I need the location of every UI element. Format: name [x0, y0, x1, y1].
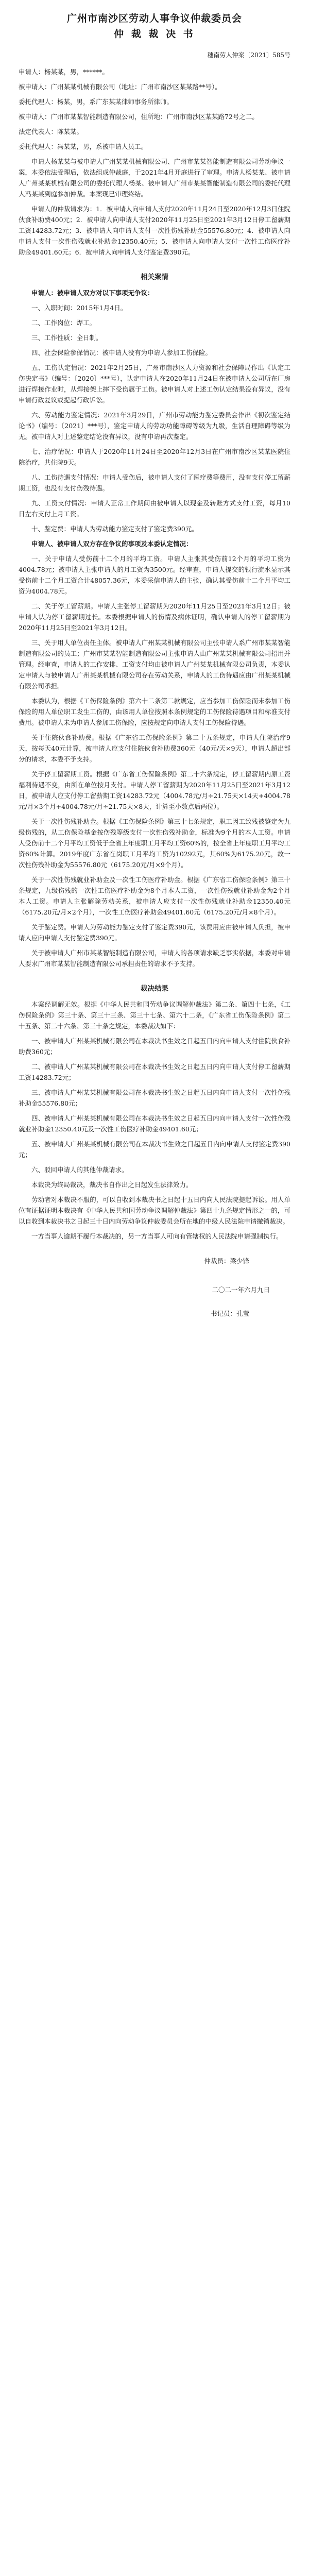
facts-paragraph: 四、社会保险参保情况：被申请人没有为申请人参加工伤保险。 — [31, 349, 212, 357]
facts-paragraph: 关于一次性伤残补助金。根据《工伤保险条例》第三十七条规定，职工因工致残被鉴定为九级伤残的，从工伤保险基金按伤残等级支付一次性伤残补助金，标准为9个月的本人工资。申请人受伤前十二个月平均工资低于全省上年度职工月平均工资60%的，按全省上年度职工月平均工资60%计算。2019年度广东省在岗职工月平均工资为10292元，其60%为6175.20元，故一次性伤残补助金为55576.80元（6175.20元/月×9个月）。 — [19, 818, 290, 869]
intro-section — [19, 156, 290, 258]
facts-subheading: 申请人：被申请人双方对以下事项无争议： — [31, 289, 154, 297]
ruling-item: 三、被申请人广州某某机械有限公司在本裁决书生效之日起五日内向申请人支付一次性伤残补助金55576.80元； — [19, 1089, 290, 1107]
party-line: 委托代理人：冯某某，男，系被申请人员工。 — [19, 143, 148, 150]
facts-paragraph: 关于被申请人广州市某某智能制造有限公司，申请人的各项请求缺乏事实依据，本委对申请人要求广州市某某智能制造有限公司承担责任的请求不予支持。 — [19, 949, 290, 968]
ruling-item: 二、被申请人广州某某机械有限公司在本裁决书生效之日起五日内向申请人支付停工留薪期工资14283.72元； — [19, 1063, 290, 1081]
ruling-title: 裁决结果 — [141, 985, 168, 993]
facts-paragraph: 三、工作性质：全日制。 — [31, 334, 102, 342]
ruling-date: 二〇二一年六月九日 — [212, 1286, 270, 1294]
intro-paragraph: 申请人杨某某与被申请人广州某某机械有限公司、广州市某某智能制造有限公司劳动争议一案，本委依法受理后，依法组成仲裁庭，于2021年4月开庭进行了审理。申请人杨某某、被申请人广州某某机械有限公司的委托代理人杨某、被申请人广州市某某智能制造有限公司的委托代理人冯某某到庭参加仲裁。本案现已审理终结。 — [19, 158, 290, 198]
facts-paragraph: 二、工作岗位：焊工。 — [31, 319, 96, 327]
ruling-item: 四、被申请人广州某某机械有限公司在本裁决书生效之日起五日内向申请人支付一次性伤残就业补助金12350.40元及一次性工伤医疗补助金49401.60元； — [19, 1114, 290, 1133]
facts-paragraph: 关于住院伙食补助费。根据《广东省工伤保险条例》第二十五条规定，申请人住院治疗9天，按每天40元计算，被申请人应支付住院伙食补助费360元（40元/天×9天），申请人超出部分的请求，本委不予支持。 — [19, 734, 290, 763]
facts-paragraph: 一、入职时间：2015年1月4日。 — [31, 304, 127, 312]
ruling-items — [19, 1036, 290, 1175]
facts-paragraph: 九、工资支付情况：申请人正常工作期间由被申请人以现金及转账方式支付工资，每月10日左右支付上月工资。 — [19, 499, 290, 518]
document-title: 仲 裁 裁 决 书 — [114, 28, 195, 40]
closing-paragraph: 本裁决为终局裁决，裁决书自作出之日起发生法律效力。 — [31, 1181, 193, 1189]
party-line: 被申请人：广州某某机械有限公司（地址：广州市南沙区某某路**号）。 — [19, 83, 221, 91]
issuer-title: 广州市南沙区劳动人事争议仲裁委员会 — [66, 13, 242, 24]
arbitrator-signature: 仲裁员：梁少锋 — [204, 1257, 249, 1265]
case-number: 穗南劳人仲案〔2021〕585号 — [207, 52, 290, 59]
party-line: 委托代理人：杨某，男，系广东某某律师事务所律师。 — [19, 98, 174, 106]
facts-paragraph: 二、关于停工留薪期。申请人主张停工留薪期为2020年11月25日至2021年3月12日；被申请人认为停工留薪期过长。本委根据申请人的伤情及病休证明，确认申请人的停工留薪期为2020年11月25日至2021年3月12日。 — [19, 602, 290, 632]
facts-paragraph: 三、关于用人单位责任主体。被申请人广州某某机械有限公司主张申请人系广州市某某智能制造有限公司的员工；广州市某某智能制造有限公司主张申请人由广州某某机械有限公司招用并管理。经审查，申请人的工作安排、工资支付均由被申请人广州某某机械有限公司负责，本委认定申请人与被申请人广州某某机械有限公司存在劳动关系，申请人的工伤待遇应由广州某某机械有限公司承担。 — [19, 639, 290, 690]
facts-paragraph: 关于停工留薪期工资。根据《广东省工伤保险条例》第二十六条规定，停工留薪期内原工资福利待遇不变，由所在单位按月支付。申请人停工留薪期为2020年11月25日至2021年3月12日，被申请人应支付停工留薪期工资14283.72元（4004.78元/月÷21.75天×14天+4004.78元/月×3个月+4004.78元/月÷21.75天×8天，计算至小数点后两位）。 — [19, 770, 290, 810]
intro-paragraph: 申请人的仲裁请求为：1．被申请人向申请人支付2020年11月24日至2020年12月3日住院伙食补助费400元；2．被申请人向申请人支付2020年11月25日至2021年3月12日停工留薪期工资14283.72元；3．被申请人向申请人支付一次性伤残补助金55576.80元；4．被申请人向申请人支付一次性伤残就业补助金12350.40元；5．被申请人向申请人支付一次性工伤医疗补助金49401.60元；6．被申请人向申请人支付鉴定费390元。 — [19, 205, 290, 256]
closing-paragraph: 一方当事人逾期不履行本裁决的，另一方当事人可向有管辖权的人民法院申请强制执行。 — [31, 1232, 283, 1240]
facts-subheading: 申请人、被申请人双方存在争议的事项及本委认定情况： — [31, 540, 193, 548]
facts-paragraph: 八、工伤待遇支付情况：申请人受伤后，被申请人支付了医疗费等费用，没有支付停工留薪期工资，也没有支付伤残待遇。 — [19, 473, 290, 492]
clerk-signature: 书记员：孔莹 — [210, 1310, 249, 1317]
facts-paragraph: 关于鉴定费。申请人为劳动能力鉴定支付了鉴定费390元，该费用应由被申请人负担，被申请人应向申请人支付鉴定费390元。 — [19, 923, 290, 942]
closing-paragraph: 劳动者对本裁决不服的，可以自收到本裁决书之日起十五日内向人民法院提起诉讼。用人单位有证据证明本裁决有《中华人民共和国劳动争议调解仲裁法》第四十九条规定情形之一的，可以自收到本裁决书之日起三十日内向劳动争议仲裁委员会所在地的中级人民法院申请撤销裁决。 — [19, 1196, 290, 1225]
ruling-item: 一、被申请人广州某某机械有限公司在本裁决书生效之日起五日内向申请人支付住院伙食补助费360元； — [19, 1037, 290, 1056]
facts-section — [19, 287, 290, 969]
ruling-basis: 本案经调解无效。根据《中华人民共和国劳动争议调解仲裁法》第二条、第四十七条，《工伤保险条例》第三十条、第三十三条、第三十七条、第六十二条，《广东省工伤保险条例》第二十五条、第二十六条、第三十条之规定，本委裁决如下： — [19, 1001, 290, 1030]
facts-paragraph: 六、劳动能力鉴定情况：2021年3月29日，广州市劳动能力鉴定委员会作出《初次鉴定结论书》（编号：〔2021〕***号），鉴定申请人的劳动功能障碍等级为九级，生活自理障碍等级为无。被申请人对上述鉴定结论没有异议，没有申请再次鉴定。 — [19, 411, 290, 440]
facts-paragraph: 七、治疗情况：申请人于2020年11月24日至2020年12月3日在广州市南沙区某某医院住院治疗，共住院9天。 — [19, 448, 290, 466]
facts-paragraph: 五、工伤认定情况：2021年2月25日，广州市南沙区人力资源和社会保障局作出《认定工伤决定书》（编号：〔2020〕***号），认定申请人在2020年11月24日在被申请人公司所在厂房进行焊接作业时，从焊接架上摔下受伤属于工伤。被申请人对上述工伤认定结果没有异议，没有申请行政复议或提起行政诉讼。 — [19, 364, 290, 404]
facts-paragraph: 本委认为，根据《工伤保险条例》第六十二条第二款规定，应当参加工伤保险而未参加工伤保险的用人单位职工发生工伤的，由该用人单位按照本条例规定的工伤保险待遇项目和标准支付费用。被申请人未为申请人参加工伤保险，应按规定向申请人支付工伤保险待遇。 — [19, 697, 290, 726]
party-line: 法定代表人：陈某某。 — [19, 128, 83, 135]
facts-paragraph: 十、鉴定费：申请人为劳动能力鉴定支付了鉴定费390元。 — [31, 525, 198, 533]
facts-paragraph: 关于一次性伤残就业补助金及一次性工伤医疗补助金。根据《广东省工伤保险条例》第三十条规定，九级伤残的一次性工伤医疗补助金为8个月本人工资，一次性伤残就业补助金为2个月本人工资。申请人主张解除劳动关系，被申请人应支付一次性伤残就业补助金12350.40元（6175.20元/月×2个月），一次性工伤医疗补助金49401.60元（6175.20元/月×8个月）。 — [19, 876, 290, 916]
ruling-item: 六、驳回申请人的其他仲裁请求。 — [31, 1166, 128, 1174]
parties-section — [19, 66, 290, 152]
closing-section — [19, 1179, 290, 1242]
party-line: 申请人：杨某某，男，******。 — [19, 68, 109, 76]
facts-title: 相关案情 — [141, 273, 168, 281]
ruling-item: 五、被申请人广州某某机械有限公司在本裁决书生效之日起五日内向申请人支付鉴定费390元； — [19, 1140, 290, 1159]
party-line: 被申请人：广州市某某智能制造有限公司，住所地：广州市南沙区某某路72号之二。 — [19, 113, 259, 121]
facts-paragraph: 一、关于申请人受伤前十二个月的平均工资。申请人主张其受伤前12个月的平均工资为4004.78元；被申请人主张申请人的月工资为3500元。经审查，申请人提交的银行流水显示其受伤前十二个月工资合计48057.36元，本委采信申请人的主张，确认其受伤前十二个月平均工资为4004.78元。 — [19, 555, 290, 595]
